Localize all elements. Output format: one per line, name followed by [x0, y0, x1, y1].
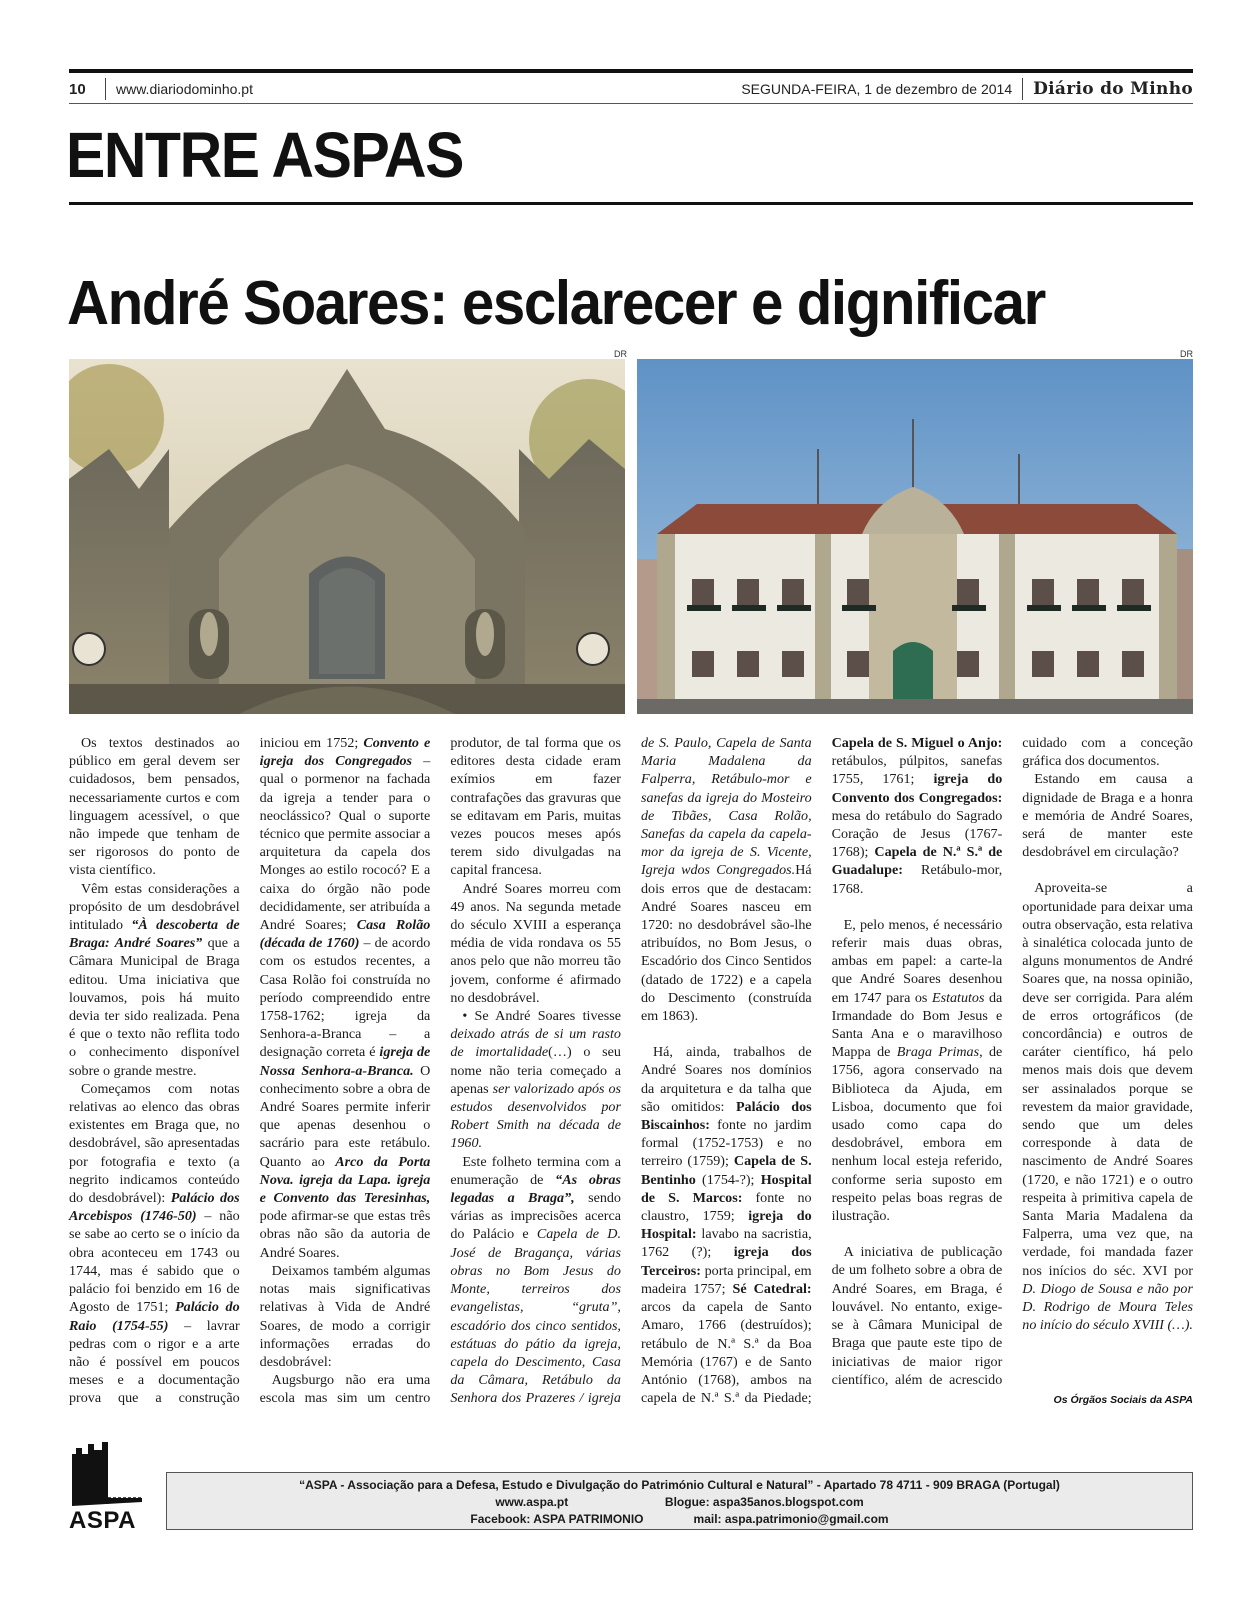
article-paragraph: E, pelo menos, é necessário referir mais duas obras, ambas em papel: a carte-la que André Soares desenhou em 1747 para os Estatutos da Irmandade do Bom Jesus e Santa Ana e o maravilhoso Mappa de Braga Primas, de 1756, agora conservado na Biblioteca da Ajuda, em Lisboa, documento que foi usado como capa do desdobrável, embora em nenhum local esteja referido, conforme seria suposto em respeito pelas boas regras de ilustração. — [831, 916, 1003, 1225]
photo-credit: DR — [1180, 349, 1193, 359]
photo-credit: DR — [614, 349, 627, 359]
page-number: 10 — [69, 80, 86, 98]
newspaper-masthead: Diário do Minho — [1033, 79, 1193, 99]
article-paragraph: Estando em causa a dignidade de Braga e a honra e memória de André Soares, será de manter este desdobrável em circulação? — [1022, 771, 1193, 861]
article-signature: Os Órgãos Sociais da ASPA — [1053, 1394, 1193, 1406]
header-rule-thin — [69, 103, 1193, 104]
palace-facade-photo — [637, 359, 1193, 714]
section-title: ENTRE ASPAS — [66, 119, 464, 191]
footer-contact-box — [166, 1472, 1193, 1530]
article-body — [69, 734, 1193, 1414]
article-paragraph: Os textos destinados ao público em geral devem ser cuidadosos, bem pensados, necessariamente curtos e com linguagem acessível, o que não impede que tenham de ser rigorosos do ponto de vista científico. — [69, 735, 240, 879]
article-paragraph: Começamos com notas relativas ao elenco das obras existentes em Braga que, no desdobrável, são apresentadas por fotografia e texto (a negrito indicamos conteúdo do desdobrável): Palácio dos Arcebispos (1746-50) – não se sabe ao certo se o início da obra aconteceu em 1743 ou 1744, mas é sabido que o palácio foi benzido em 16 de Agosto de 1751; Palácio do Raio (1754-55) – lavrar pedras com o rigor e a arte não é possível em poucos meses e a documentação prova que a construção iniciou em 1752; Convento e igreja dos Congregados – qual o pormenor na fachada da igreja a tender para o neoclássico? Qual o suporte técnico que permite associar a arquitetura da capela dos Monges ao estilo rococó? E a caixa do órgão não pode decididamente, ser atribuída a André Soares; Casa Rolão (década de 1760) – de acordo com os estudos recentes, a Casa Rolão foi construída no período compreendido entre 1758-1762; igreja da Senhora-a-Branca – a designação correta é igreja de Nossa Senhora-a-Branca. O conhecimento sobre a obra de André Soares permite inferir que apenas desenhou o sacrário para este retábulo. Quanto ao Arco da Porta Nova. igreja da Lapa. igreja e Convento das Teresinhas, pode afirmar-se que estas três obras não são da autoria de André Soares. — [69, 735, 431, 1407]
church-facade-photo — [69, 359, 625, 714]
article-paragraph: Deixamos também algumas notas mais significativas relativas à Vida de André Soares, de modo a corrigir informações erradas do desdobrável: — [259, 1262, 431, 1370]
section-rule — [69, 202, 1193, 205]
article-paragraph: • Se André Soares tivesse deixado atrás de si um rasto de imortalidade(…) o seu nome não teria começado a apenas ser valorizado após os estudos desenvolvidos por Robert Smith na década de 1960. — [450, 1008, 621, 1152]
article-paragraph: Augsburgo não era uma escola mas sim um centro produtor, de tal forma que os editores desta cidade eram exímios em fazer contrafações das gravuras que se editavam em Paris, muitas vezes poucos meses após terem sido divulgadas na capital francesa. — [259, 735, 621, 1407]
article-paragraph: Vêm estas considerações a propósito de um desdobrável intitulado “À descoberta de Braga: André Soares” que a Câmara Municipal de Braga editou. Uma iniciativa que louvamos, pois há muito devia ter sido realizada. Pena é que o texto não reflita todo o conhecimento disponível sobre o grande mestre. — [69, 880, 240, 1079]
footer-address: “ASPA - Associação para a Defesa, Estudo e Divulgação do Património Cultural e Natural” - Apartado 78 4711 - 909 BRAGA (Portugal) — [299, 1478, 1060, 1492]
header-divider — [105, 78, 106, 100]
issue-date: SEGUNDA-FEIRA, 1 de dezembro de 2014 — [741, 81, 1013, 97]
aspa-logo-text: ASPA — [69, 1507, 136, 1534]
header-divider — [1022, 78, 1023, 100]
article-paragraph: Aproveita-se a oportunidade para deixar uma outra observação, esta relativa à sinalética colocada junto de alguns monumentos de André Soares que, na nossa opinião, deve ser corrigida. Para além de erros ortográficos (de concordância) e outros de caráter científico, há pelo menos mais dois que devem ser assinalados porque se revestem da maior gravidade, sendo que um deles corresponde à data de nascimento de André Soares (1720, e não 1721) e o outro respeita à primitiva capela de Santa Maria Madalena da Falperra, uma vez que, na verdade, foi mandada fazer nos inícios do séc. XVI por D. Diogo de Sousa e não por D. Rodrigo de Moura Teles no início do século XVIII (…). — [1022, 880, 1193, 1334]
article-paragraph: Há, ainda, trabalhos de André Soares nos domínios da arquitetura e da talha que são omitidos: Palácio dos Biscainhos: fonte no jardim formal (1752-1753) e no terreiro (1759); Capela de S. Bentinho (1754-?); Hospital de S. Marcos: fonte no claustro, 1759; igreja do Hospital: lavabo na sacristia, 1762 (?); igreja dos Terceiros: porta principal, em madeira 1757; Sé Catedral: arcos da capela de Santo Amaro, 1766 (destruídos); retábulo de N.ª S.ª da Boa Memória (1767) e de Santo António (1768), ambos na capela de N.ª S.ª da Piedade; Capela de S. Miguel o Anjo: retábulos, púlpitos, sanefas 1755, 1761; igreja do Convento dos Congregados: mesa do retábulo do Sagrado Coração de Jesus (1767-1768); Capela de N.ª S.ª de Guadalupe: Retábulo-mor, 1768. — [640, 735, 1003, 1407]
footer-social-links[interactable]: Facebook: ASPA PATRIMONIO mail: aspa.patrimonio@gmail.com — [470, 1512, 889, 1526]
article-paragraph: Este folheto termina com a enumeração de “As obras legadas a Braga”, sendo várias as imprecisões acerca do Palácio e Capela de D. José de Bragança, várias obras no Bom Jesus do Monte, terreiros dos evangelistas, “gruta”, escadório dos cinco sentidos, estátuas do pátio da igreja, capela do Descimento, Casa da Câmara, Retábulo da Senhora dos Prazeres / igreja de S. Paulo, Capela de Santa Maria Madalena da Falperra, Retábulo-mor e sanefas da igreja do Mosteiro de Tibães, Casa Rolão, Sanefas da capela da capela-mor da igreja de S. Vicente, Igreja wdos Congregados.Há dois erros que de destacam: André Soares nasceu em 1720: no desdobrável são-lhe atribuídos, no Bom Jesus, o Escadório dos Cinco Sentidos (datado de 1722) e a capela do Descimento (construída em 1863). — [450, 735, 812, 1407]
page-header — [69, 78, 1193, 100]
article-paragraph: A iniciativa de publicação de um folheto sobre a obra de André Soares, em Braga, é louvável. No entanto, exige-se à Câmara Municipal de Braga que paute este tipo de iniciativas de maior rigor científico, além de acrescido cuidado com a conceção gráfica dos documentos. — [831, 735, 1193, 1388]
site-url[interactable]: www.diariodominho.pt — [116, 81, 253, 97]
article-headline: André Soares: esclarecer e dignificar — [67, 269, 1045, 338]
footer-web-links[interactable]: www.aspa.pt Blogue: aspa35anos.blogspot.com — [495, 1495, 864, 1509]
header-rule — [69, 69, 1193, 73]
article-paragraph: André Soares morreu com 49 anos. Na segunda metade do século XVIII a esperança média de vida rondava os 55 anos pelo que não morreu tão jovem, conforme é afirmado no desdobrável. — [450, 880, 621, 1006]
